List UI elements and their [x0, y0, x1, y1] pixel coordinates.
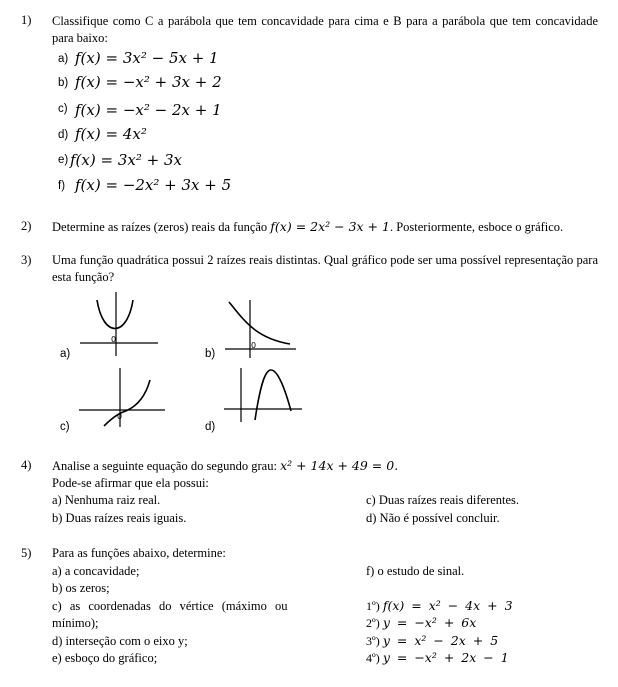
q1-d-expr: f(x) = 4x² — [75, 125, 147, 143]
q1-d-letter: d) — [58, 129, 69, 141]
q1-c-expr: f(x) = −x² − 2x + 1 — [75, 101, 222, 119]
q5-function-1 — [366, 598, 513, 614]
q5-text: Para as funções abaixo, determine: — [52, 546, 226, 560]
q3-label-a: a) — [60, 348, 71, 360]
q1-a-expr: f(x) = 3x² − 5x + 1 — [75, 49, 219, 67]
q3-text: Uma função quadrática possui 2 raízes reais distintas. Qual gráfico pode ser uma possível representação para esta função? — [52, 253, 598, 284]
graph-b-origin: 0 — [251, 341, 257, 350]
graph-a — [80, 292, 158, 356]
graph-b-curve — [229, 302, 290, 344]
q2-text-before: Determine as raízes (zeros) reais da função — [52, 220, 268, 234]
q1-e-expr: f(x) = 3x² + 3x — [70, 151, 182, 169]
graph-d — [224, 368, 302, 422]
q5-item-c: c) as coordenadas do vértice (máximo ou — [52, 599, 288, 613]
q1-number: 1) — [21, 13, 32, 27]
q1-b-expr: f(x) = −x² + 3x + 2 — [75, 73, 222, 91]
q4-option-d: d) Não é possível concluir. — [366, 511, 500, 525]
q5-item-b: b) os zeros; — [52, 581, 110, 595]
q1-f-expr: f(x) = −2x² + 3x + 5 — [75, 176, 232, 194]
q5-function-3-expr: y = x² − 2x + 5 — [382, 633, 499, 648]
q5-function-2 — [366, 615, 476, 631]
q5-item-a: a) a concavidade; — [52, 564, 140, 578]
graph-c-curve — [104, 380, 150, 426]
q4-text-before: Analise a seguinte equação do segundo grau: — [52, 459, 277, 473]
q5-item-d: d) interseção com o eixo y; — [52, 634, 188, 648]
q5-function-4-label: 4º) — [366, 651, 380, 665]
graph-d-curve — [255, 370, 291, 420]
graph-a-curve — [97, 300, 133, 329]
q4-option-a: a) Nenhuma raiz real. — [52, 493, 161, 507]
q3-label-d: d) — [205, 421, 216, 433]
q1-b-letter: b) — [58, 77, 69, 89]
q5-function-2-label: 2º) — [366, 616, 380, 630]
q5-function-1-label: 1º) — [366, 599, 380, 613]
q3-label-c: c) — [60, 421, 70, 433]
q4-line — [52, 458, 398, 474]
q5-number: 5) — [21, 546, 32, 560]
q2-number: 2) — [21, 219, 32, 233]
q3-number: 3) — [21, 253, 32, 267]
q5-function-3 — [366, 633, 498, 649]
q5-function-2-expr: y = −x² + 6x — [382, 615, 477, 630]
q5-function-4 — [366, 650, 509, 666]
q1-e-letter: e) — [58, 154, 69, 166]
q4-option-b: b) Duas raízes reais iguais. — [52, 511, 187, 525]
graph-c-origin: 0 — [117, 412, 123, 421]
q4-option-c: c) Duas raízes reais diferentes. — [366, 493, 520, 507]
q5-function-1-expr: f(x) = x² − 4x + 3 — [382, 598, 513, 613]
q5-item-f: f) o estudo de sinal. — [366, 564, 465, 578]
q2-expr: f(x) = 2x² − 3x + 1 — [270, 219, 390, 234]
q1-a-letter: a) — [58, 53, 69, 65]
q4-subtitle: Pode-se afirmar que ela possui: — [52, 476, 209, 490]
q4-expr: x² + 14x + 49 = 0. — [280, 458, 399, 473]
q5-function-4-expr: y = −x² + 2x − 1 — [382, 650, 509, 665]
q5-item-e: e) esboço do gráfico; — [52, 651, 158, 665]
q1-c-letter: c) — [58, 103, 68, 115]
q4-number: 4) — [21, 458, 32, 472]
q1-text: Classifique como C a parábola que tem concavidade para cima e B para a parábola que tem concavidade para baixo: — [52, 14, 598, 45]
q5-function-3-label: 3º) — [366, 634, 380, 648]
q1-f-letter: f) — [58, 180, 66, 192]
graph-a-origin: 0 — [111, 335, 117, 344]
q3-label-b: b) — [205, 348, 216, 360]
q2-text-after: . Posteriormente, esboce o gráfico. — [389, 220, 564, 234]
graph-b — [225, 300, 296, 358]
q5-item-c-cont: mínimo); — [52, 616, 99, 630]
